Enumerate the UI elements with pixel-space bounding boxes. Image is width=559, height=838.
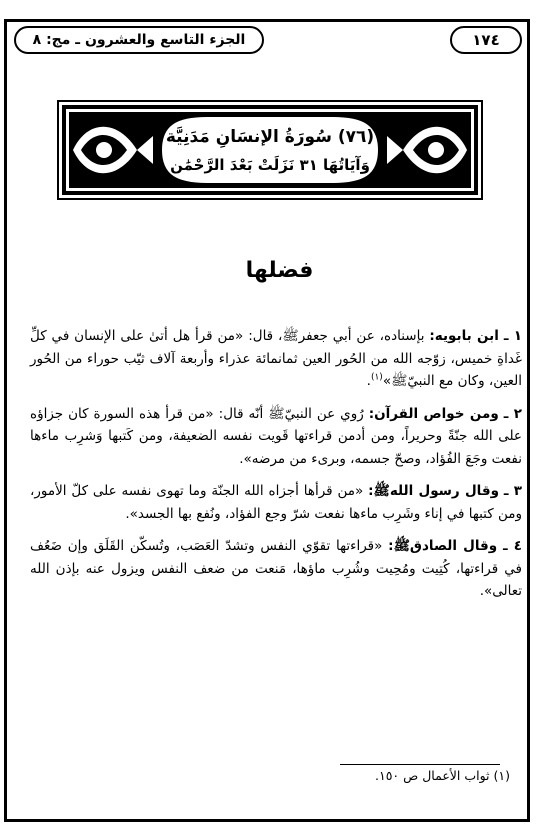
body-text bbox=[30, 325, 522, 613]
paragraph-2 bbox=[30, 403, 522, 471]
running-header: الجزء التاسع والعشرون ـ مج: ٨ bbox=[14, 26, 264, 54]
paragraph-text: بإسناده، عن أبي جعفرﷺ، قال: «من قرأ هل أتىٰ على الإنسان في كلِّ غَداةِ خميس، زوّجه الله من الحُور العين ثمانمائة عذراء وأربعة آلاف ثيّب حوراء من الحُور العين، وكان مع النبيّﷺ» bbox=[30, 328, 522, 389]
paragraph-number: ٤ ـ bbox=[502, 538, 522, 554]
footnote-divider bbox=[340, 764, 500, 765]
section-title: فضلها bbox=[245, 258, 314, 283]
paragraph-source: وقال الصادقﷺ: bbox=[388, 538, 498, 554]
footnote-ref: (١) bbox=[370, 372, 383, 383]
paragraph-text: «من قرأها أجزاه الله الجنّة وما تهوى نفسه على كلّ الأمور، ومن كتبها في إناء وشَرِب ماءها نفعت شرّ وجع الفؤاد، ونُفع بها الجسد». bbox=[30, 483, 522, 522]
paragraph-4 bbox=[30, 535, 522, 603]
ornamental-banner-frame bbox=[57, 100, 483, 200]
paragraph-number: ١ ـ bbox=[503, 328, 522, 344]
paragraph-1 bbox=[30, 325, 522, 393]
footnote: (١) ثواب الأعمال ص ١٥٠. bbox=[375, 768, 510, 783]
paragraph-text: «قراءتها تقوّي النفس وتشدّ العَصَب، وتُسكّن القَلَق وإن ضَعُف في قراءتها، كُتِيت ومُحِيت وشُرِب ماؤها، مَنعت من ضعف النفس ويزول عنه بإذن الله تعالى». bbox=[30, 538, 522, 599]
paragraph-number: ٣ ـ bbox=[503, 483, 522, 499]
page-number: ١٧٤ bbox=[450, 26, 522, 54]
paragraph-source: ابن بابويه: bbox=[429, 328, 499, 344]
banner-line-1: (٧٦) سُورَةُ الإنسَانِ مَدَنِيَّة bbox=[165, 127, 375, 147]
paragraph-source: وقال رسول اللهﷺ: bbox=[368, 483, 499, 499]
paragraph-source: ومن خواص القرآن: bbox=[368, 405, 499, 422]
paragraph-3 bbox=[30, 480, 522, 525]
paragraph-end: . bbox=[366, 373, 371, 389]
banner-line-2: وَآيَاتُهَا ٣١ نَزَلَتْ بَعْدَ الرَّحْمَٰن bbox=[170, 156, 370, 174]
paragraph-number: ٢ ـ bbox=[503, 405, 523, 422]
paragraph-text: رُوي عن النبيّﷺ أنّه قال: «من قرأ هذه السورة كان جزاؤه على الله جنّةً وحريراً، ومن أدمن قراءتها قَويت نفسه الضعيفة، ومن كَتبها وَشرِب ماءها نفعت وجَعَ الفُؤاد، وصحّ جسمه، وبرىء من مرضه». bbox=[30, 405, 522, 467]
surah-banner bbox=[57, 100, 483, 200]
